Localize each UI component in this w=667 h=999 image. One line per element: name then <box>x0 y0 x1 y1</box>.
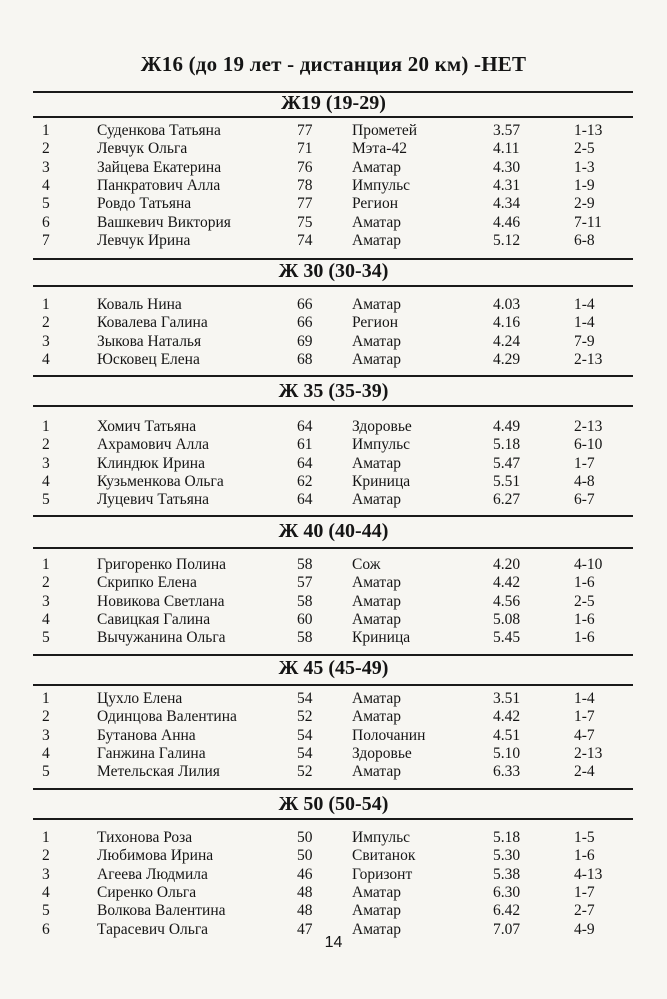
cell-time: 4.46 <box>493 213 521 231</box>
cell-year: 77 <box>297 195 313 213</box>
result-row <box>0 231 667 250</box>
cell-year: 54 <box>297 744 313 762</box>
result-row <box>0 313 667 332</box>
cell-name: Клиндюк Ирина <box>97 454 205 472</box>
result-row <box>0 417 667 436</box>
result-row <box>0 350 667 369</box>
cell-place: 1 <box>42 296 50 313</box>
cell-place: 5 <box>42 629 50 647</box>
cell-club: Аматар <box>352 763 401 781</box>
cell-year: 62 <box>297 472 313 490</box>
cell-time: 5.30 <box>493 847 521 865</box>
result-row <box>0 883 667 902</box>
cell-time: 6.33 <box>493 763 521 781</box>
cell-name: Тихонова Роза <box>97 829 193 846</box>
cell-name: Волкова Валентина <box>97 902 226 920</box>
cell-pos: 1-6 <box>574 847 595 865</box>
cell-pos: 1-4 <box>574 314 595 332</box>
result-row <box>0 176 667 195</box>
cell-club: Аматар <box>352 574 401 592</box>
cell-year: 68 <box>297 350 313 368</box>
cell-club: Здоровье <box>352 744 412 762</box>
cell-pos: 4-9 <box>574 920 595 938</box>
cell-name: Кузьменкова Ольга <box>97 472 224 490</box>
result-row <box>0 865 667 884</box>
cell-time: 4.24 <box>493 332 521 350</box>
cell-club: Импульс <box>352 436 411 454</box>
cell-pos: 2-13 <box>574 418 603 435</box>
result-row <box>0 490 667 509</box>
result-row <box>0 707 667 726</box>
cell-year: 52 <box>297 708 313 726</box>
section-rule <box>33 285 633 287</box>
cell-pos: 4-7 <box>574 726 595 744</box>
cell-place: 4 <box>42 883 50 901</box>
section-rule <box>33 818 633 820</box>
cell-pos: 1-6 <box>574 574 595 592</box>
cell-pos: 2-13 <box>574 744 603 762</box>
cell-time: 4.34 <box>493 195 521 213</box>
cell-pos: 4-13 <box>574 865 603 883</box>
result-row <box>0 295 667 314</box>
result-row <box>0 744 667 763</box>
cell-name: Ровдо Татьяна <box>97 195 192 213</box>
cell-place: 4 <box>42 350 50 368</box>
result-row <box>0 139 667 158</box>
cell-place: 3 <box>42 158 50 176</box>
cell-year: 48 <box>297 902 313 920</box>
cell-time: 4.16 <box>493 314 521 332</box>
section-rule <box>33 788 633 790</box>
cell-place: 1 <box>42 418 50 435</box>
result-row <box>0 454 667 473</box>
cell-time: 5.51 <box>493 472 521 490</box>
cell-place: 3 <box>42 454 50 472</box>
cell-year: 76 <box>297 158 313 176</box>
section-rule <box>33 547 633 549</box>
cell-year: 50 <box>297 847 313 865</box>
cell-year: 54 <box>297 726 313 744</box>
cell-place: 2 <box>42 574 50 592</box>
cell-name: Зайцева Екатерина <box>97 158 222 176</box>
cell-time: 4.49 <box>493 418 521 435</box>
cell-name: Любимова Ирина <box>97 847 214 865</box>
cell-pos: 1-6 <box>574 629 595 647</box>
cell-year: 64 <box>297 418 313 435</box>
cell-name: Панкратович Алла <box>97 176 221 194</box>
cell-pos: 2-7 <box>574 902 595 920</box>
page-title: Ж16 (до 19 лет - дистанция 20 км) -НЕТ <box>140 52 527 76</box>
cell-club: Регион <box>352 195 398 213</box>
cell-name: Ганжина Галина <box>97 744 206 762</box>
result-row <box>0 610 667 629</box>
cell-time: 4.20 <box>493 556 521 573</box>
cell-club: Аматар <box>352 920 401 938</box>
cell-pos: 2-9 <box>574 195 595 213</box>
cell-place: 6 <box>42 920 50 938</box>
cell-time: 6.42 <box>493 902 521 920</box>
section-rule <box>33 405 633 407</box>
cell-name: Григоренко Полина <box>97 556 226 573</box>
cell-pos: 1-5 <box>574 829 595 846</box>
cell-name: Вычужанина Ольга <box>97 629 226 647</box>
cell-pos: 7-9 <box>574 332 595 350</box>
section-rule <box>33 684 633 686</box>
cell-club: Здоровье <box>352 418 412 435</box>
cell-year: 78 <box>297 176 313 194</box>
cell-time: 5.18 <box>493 829 521 846</box>
cell-time: 6.30 <box>493 883 521 901</box>
cell-name: Левчук Ирина <box>97 231 191 249</box>
cell-name: Суденкова Татьяна <box>97 122 221 139</box>
page-number: 14 <box>324 934 343 951</box>
cell-time: 4.31 <box>493 176 521 194</box>
cell-name: Вашкевич Виктория <box>97 213 231 231</box>
result-row <box>0 213 667 232</box>
cell-time: 5.38 <box>493 865 521 883</box>
cell-pos: 2-5 <box>574 592 595 610</box>
cell-name: Хомич Татьяна <box>97 418 197 435</box>
cell-place: 2 <box>42 436 50 454</box>
cell-time: 6.27 <box>493 491 521 509</box>
cell-place: 4 <box>42 744 50 762</box>
cell-time: 4.30 <box>493 158 521 176</box>
cell-place: 2 <box>42 140 50 158</box>
result-row <box>0 846 667 865</box>
cell-club: Свитанок <box>352 847 416 865</box>
cell-pos: 1-6 <box>574 610 595 628</box>
cell-year: 69 <box>297 332 313 350</box>
group-title: Ж 35 (35-39) <box>278 380 389 402</box>
result-row <box>0 828 667 847</box>
cell-time: 5.18 <box>493 436 521 454</box>
cell-time: 4.42 <box>493 708 521 726</box>
cell-year: 60 <box>297 610 313 628</box>
cell-place: 4 <box>42 176 50 194</box>
cell-place: 2 <box>42 708 50 726</box>
cell-club: Криница <box>352 472 411 490</box>
cell-club: Аматар <box>352 883 401 901</box>
cell-pos: 2-5 <box>574 140 595 158</box>
cell-name: Ковалева Галина <box>97 314 208 332</box>
cell-pos: 2-13 <box>574 350 603 368</box>
cell-time: 4.56 <box>493 592 521 610</box>
cell-pos: 1-7 <box>574 708 595 726</box>
group-title: Ж 45 (45-49) <box>278 657 389 679</box>
cell-year: 66 <box>297 296 313 313</box>
cell-pos: 1-9 <box>574 176 595 194</box>
result-row <box>0 726 667 745</box>
cell-pos: 1-3 <box>574 158 595 176</box>
cell-time: 5.45 <box>493 629 521 647</box>
result-row <box>0 472 667 491</box>
cell-club: Прометей <box>352 122 418 139</box>
cell-place: 1 <box>42 690 50 707</box>
cell-name: Тарасевич Ольга <box>97 920 209 938</box>
cell-club: Аматар <box>352 213 401 231</box>
cell-time: 5.47 <box>493 454 521 472</box>
result-row <box>0 592 667 611</box>
cell-year: 74 <box>297 231 313 249</box>
cell-year: 54 <box>297 690 313 707</box>
cell-club: Аматар <box>352 231 401 249</box>
cell-year: 75 <box>297 213 313 231</box>
group-title: Ж 40 (40-44) <box>278 520 389 542</box>
cell-name: Одинцова Валентина <box>97 708 237 726</box>
cell-name: Коваль Нина <box>97 296 182 313</box>
cell-club: Аматар <box>352 610 401 628</box>
cell-club: Аматар <box>352 708 401 726</box>
cell-name: Агеева Людмила <box>97 865 208 883</box>
cell-time: 4.51 <box>493 726 521 744</box>
result-row <box>0 121 667 140</box>
result-row <box>0 901 667 920</box>
cell-place: 1 <box>42 829 50 846</box>
cell-name: Сиренко Ольга <box>97 883 197 901</box>
cell-name: Юсковец Елена <box>97 350 200 368</box>
cell-club: Аматар <box>352 296 401 313</box>
cell-pos: 6-8 <box>574 231 595 249</box>
section-rule <box>33 116 633 118</box>
cell-name: Метельская Лилия <box>97 763 220 781</box>
cell-pos: 2-4 <box>574 763 595 781</box>
cell-time: 5.10 <box>493 744 521 762</box>
cell-pos: 1-4 <box>574 296 595 313</box>
cell-club: Полочанин <box>352 726 426 744</box>
cell-place: 2 <box>42 847 50 865</box>
group-title: Ж 50 (50-54) <box>278 793 389 815</box>
cell-time: 3.57 <box>493 122 521 139</box>
cell-place: 5 <box>42 763 50 781</box>
cell-place: 3 <box>42 332 50 350</box>
cell-year: 58 <box>297 556 313 573</box>
cell-year: 58 <box>297 629 313 647</box>
cell-name: Ахрамович Алла <box>97 436 209 454</box>
cell-year: 77 <box>297 122 313 139</box>
cell-pos: 1-4 <box>574 690 595 707</box>
cell-year: 58 <box>297 592 313 610</box>
group-title: Ж19 (19-29) <box>281 92 386 114</box>
cell-pos: 4-8 <box>574 472 595 490</box>
cell-place: 1 <box>42 556 50 573</box>
cell-time: 4.03 <box>493 296 521 313</box>
cell-place: 6 <box>42 213 50 231</box>
cell-name: Зыкова Наталья <box>97 332 202 350</box>
cell-pos: 1-7 <box>574 454 595 472</box>
cell-pos: 6-10 <box>574 436 603 454</box>
cell-time: 5.08 <box>493 610 521 628</box>
cell-pos: 6-7 <box>574 491 595 509</box>
cell-year: 64 <box>297 491 313 509</box>
cell-year: 47 <box>297 920 313 938</box>
cell-year: 57 <box>297 574 313 592</box>
cell-place: 5 <box>42 902 50 920</box>
result-row <box>0 158 667 177</box>
cell-club: Аматар <box>352 491 401 509</box>
result-row <box>0 762 667 781</box>
cell-club: Импульс <box>352 176 411 194</box>
section-rule <box>33 515 633 517</box>
result-row <box>0 689 667 708</box>
cell-place: 3 <box>42 592 50 610</box>
cell-pos: 7-11 <box>574 213 602 231</box>
cell-place: 3 <box>42 865 50 883</box>
cell-year: 52 <box>297 763 313 781</box>
cell-name: Бутанова Анна <box>97 726 196 744</box>
result-row <box>0 573 667 592</box>
cell-time: 4.42 <box>493 574 521 592</box>
cell-name: Луцевич Татьяна <box>97 491 210 509</box>
cell-club: Криница <box>352 629 411 647</box>
cell-club: Аматар <box>352 454 401 472</box>
result-row <box>0 555 667 574</box>
cell-place: 5 <box>42 195 50 213</box>
cell-club: Аматар <box>352 690 401 707</box>
cell-place: 3 <box>42 726 50 744</box>
result-row <box>0 628 667 647</box>
cell-club: Сож <box>352 556 381 573</box>
cell-year: 50 <box>297 829 313 846</box>
cell-year: 61 <box>297 436 313 454</box>
cell-pos: 4-10 <box>574 556 603 573</box>
cell-pos: 1-7 <box>574 883 595 901</box>
cell-name: Левчук Ольга <box>97 140 188 158</box>
cell-club: Аматар <box>352 592 401 610</box>
cell-name: Новикова Светлана <box>97 592 225 610</box>
cell-year: 71 <box>297 140 313 158</box>
cell-year: 64 <box>297 454 313 472</box>
cell-club: Регион <box>352 314 398 332</box>
cell-club: Мэта-42 <box>352 140 407 158</box>
cell-place: 5 <box>42 491 50 509</box>
cell-club: Аматар <box>352 332 401 350</box>
cell-year: 46 <box>297 865 313 883</box>
group-title: Ж 30 (30-34) <box>278 260 389 282</box>
section-rule <box>33 654 633 656</box>
cell-pos: 1-13 <box>574 122 603 139</box>
cell-club: Импульс <box>352 829 411 846</box>
cell-club: Аматар <box>352 902 401 920</box>
result-row <box>0 435 667 454</box>
cell-time: 3.51 <box>493 690 521 707</box>
cell-club: Аматар <box>352 350 401 368</box>
cell-time: 4.29 <box>493 350 521 368</box>
section-rule <box>33 375 633 377</box>
result-row <box>0 194 667 213</box>
cell-time: 4.11 <box>493 140 520 158</box>
cell-name: Цухло Елена <box>97 690 183 707</box>
cell-club: Аматар <box>352 158 401 176</box>
cell-place: 1 <box>42 122 50 139</box>
cell-time: 5.12 <box>493 231 521 249</box>
cell-name: Скрипко Елена <box>97 574 197 592</box>
cell-place: 2 <box>42 314 50 332</box>
cell-name: Савицкая Галина <box>97 610 211 628</box>
cell-place: 4 <box>42 610 50 628</box>
cell-place: 4 <box>42 472 50 490</box>
result-row <box>0 332 667 351</box>
cell-place: 7 <box>42 231 50 249</box>
cell-time: 7.07 <box>493 920 521 938</box>
cell-club: Горизонт <box>352 865 413 883</box>
cell-year: 66 <box>297 314 313 332</box>
cell-year: 48 <box>297 883 313 901</box>
